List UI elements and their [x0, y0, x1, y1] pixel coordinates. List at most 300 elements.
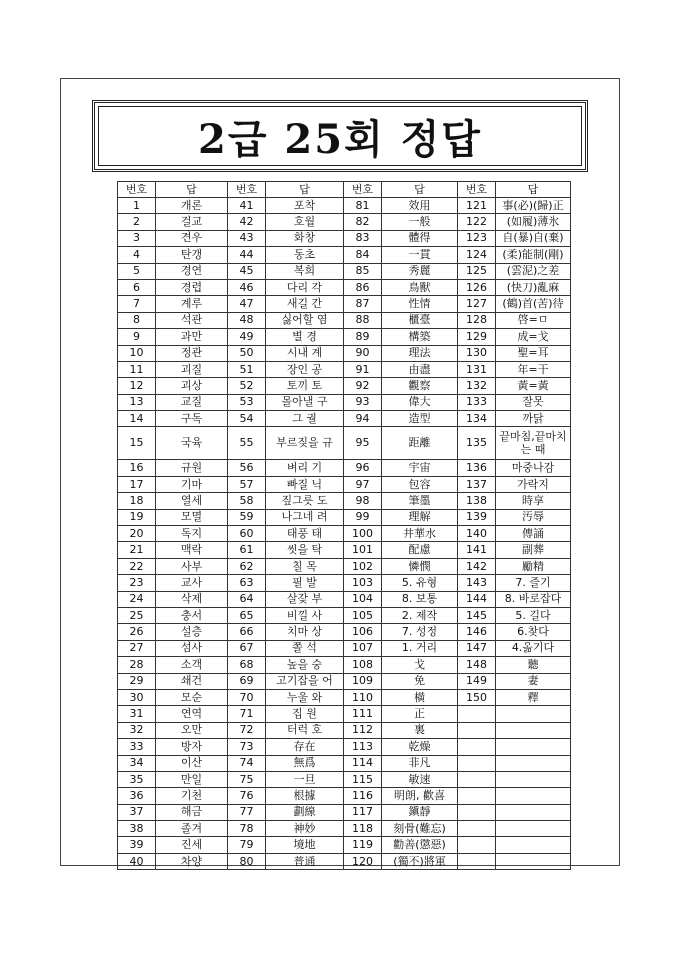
answer-cell: 그 궐 [266, 411, 344, 427]
answer-cell: 免 [382, 673, 458, 689]
question-number: 21 [118, 542, 156, 558]
answer-cell: 5. 길다 [496, 607, 571, 623]
answer-cell: 鳥獸 [382, 279, 458, 295]
table-row [118, 296, 571, 312]
question-number: 128 [458, 312, 496, 328]
question-number: 113 [344, 739, 382, 755]
answer-cell: 理法 [382, 345, 458, 361]
answer-cell: 까닭 [496, 411, 571, 427]
question-number: 139 [458, 509, 496, 525]
answer-cell: 호월 [266, 214, 344, 230]
question-number: 54 [228, 411, 266, 427]
question-number: 114 [344, 755, 382, 771]
question-number: 144 [458, 591, 496, 607]
answer-cell: 性情 [382, 296, 458, 312]
answer-cell [496, 722, 571, 738]
answer-cell: 방자 [156, 739, 228, 755]
question-number: 121 [458, 198, 496, 214]
question-number: 44 [228, 247, 266, 263]
table-row [118, 575, 571, 591]
table-row [118, 804, 571, 820]
answer-cell: 차양 [156, 853, 228, 869]
question-number: 49 [228, 329, 266, 345]
question-number: 77 [228, 804, 266, 820]
answer-cell: 根據 [266, 788, 344, 804]
question-number: 83 [344, 230, 382, 246]
question-number: 11 [118, 361, 156, 377]
table-row [118, 542, 571, 558]
answer-cell: 時享 [496, 493, 571, 509]
answer-cell: 體得 [382, 230, 458, 246]
question-number: 53 [228, 394, 266, 410]
page-title: 2급 25회 정답 [198, 115, 482, 163]
answer-cell: 秀麗 [382, 263, 458, 279]
question-number: 105 [344, 607, 382, 623]
answer-cell: 쫄 석 [266, 640, 344, 656]
question-number: 120 [344, 853, 382, 869]
table-row [118, 640, 571, 656]
table-row [118, 312, 571, 328]
header-number: 번호 [118, 182, 156, 198]
question-number: 36 [118, 788, 156, 804]
question-number: 57 [228, 476, 266, 492]
answer-cell: 1. 거리 [382, 640, 458, 656]
question-number: 51 [228, 361, 266, 377]
answer-cell: 오만 [156, 722, 228, 738]
question-number: 129 [458, 329, 496, 345]
question-number: 107 [344, 640, 382, 656]
answer-cell: 쇄건 [156, 673, 228, 689]
answer-cell: 5. 유형 [382, 575, 458, 591]
answer-cell: 화창 [266, 230, 344, 246]
question-number: 19 [118, 509, 156, 525]
answer-cell: 偉大 [382, 394, 458, 410]
question-number: 34 [118, 755, 156, 771]
answer-cell: 진세 [156, 837, 228, 853]
answer-cell: 별 경 [266, 329, 344, 345]
question-number: 48 [228, 312, 266, 328]
answer-cell: 副葬 [496, 542, 571, 558]
table-row [118, 657, 571, 673]
answer-cell: (如履)薄氷 [496, 214, 571, 230]
table-body [118, 198, 571, 870]
question-number: 62 [228, 558, 266, 574]
answer-cell: 모순 [156, 689, 228, 705]
answer-cell: (柔)能制(剛) [496, 247, 571, 263]
table-row [118, 378, 571, 394]
table-row [118, 345, 571, 361]
answer-cell: 勸善(懲惡) [382, 837, 458, 853]
question-number: 99 [344, 509, 382, 525]
answer-cell: 黃=黃 [496, 378, 571, 394]
question-number: 116 [344, 788, 382, 804]
answer-cell: 筆墨 [382, 493, 458, 509]
answer-cell: 기천 [156, 788, 228, 804]
question-number: 124 [458, 247, 496, 263]
question-number: 132 [458, 378, 496, 394]
answer-cell: 연역 [156, 706, 228, 722]
answer-cell: 계루 [156, 296, 228, 312]
answer-cell: 정관 [156, 345, 228, 361]
answer-cell: 橫 [382, 689, 458, 705]
answer-cell: 기마 [156, 476, 228, 492]
answer-cell: 짚그릇 도 [266, 493, 344, 509]
answer-cell: 장인 공 [266, 361, 344, 377]
table-row [118, 214, 571, 230]
question-number: 33 [118, 739, 156, 755]
question-number: 150 [458, 689, 496, 705]
question-number: 7 [118, 296, 156, 312]
answer-cell: 괴상 [156, 378, 228, 394]
question-number: 110 [344, 689, 382, 705]
answer-cell: 效用 [382, 198, 458, 214]
question-number: 86 [344, 279, 382, 295]
answer-cell: 고기잡을 어 [266, 673, 344, 689]
question-number: 95 [344, 427, 382, 460]
question-number: 109 [344, 673, 382, 689]
answer-cell: 견우 [156, 230, 228, 246]
answer-cell: (獨不)將軍 [382, 853, 458, 869]
question-number: 69 [228, 673, 266, 689]
answer-cell: 새길 간 [266, 296, 344, 312]
question-number: 26 [118, 624, 156, 640]
question-number [458, 788, 496, 804]
question-number: 60 [228, 526, 266, 542]
question-number: 141 [458, 542, 496, 558]
answer-cell: 개론 [156, 198, 228, 214]
table-row [118, 771, 571, 787]
answer-cell: 빠질 닉 [266, 476, 344, 492]
answer-cell: 裏 [382, 722, 458, 738]
table-row [118, 788, 571, 804]
header-answer: 답 [156, 182, 228, 198]
answer-cell: 규원 [156, 460, 228, 476]
question-number: 130 [458, 345, 496, 361]
answer-cell: 由盡 [382, 361, 458, 377]
question-number: 140 [458, 526, 496, 542]
question-number: 73 [228, 739, 266, 755]
question-number: 71 [228, 706, 266, 722]
question-number: 18 [118, 493, 156, 509]
answer-cell: 포착 [266, 198, 344, 214]
question-number: 126 [458, 279, 496, 295]
question-number: 94 [344, 411, 382, 427]
question-number: 67 [228, 640, 266, 656]
question-number: 119 [344, 837, 382, 853]
question-number: 24 [118, 591, 156, 607]
title-box [92, 100, 588, 172]
question-number: 115 [344, 771, 382, 787]
table-row [118, 706, 571, 722]
table-row [118, 329, 571, 345]
answer-cell: 劃線 [266, 804, 344, 820]
question-number: 70 [228, 689, 266, 705]
answer-cell: 境地 [266, 837, 344, 853]
answer-cell: 包容 [382, 476, 458, 492]
question-number: 22 [118, 558, 156, 574]
answer-cell: 잘못 [496, 394, 571, 410]
answer-cell [496, 837, 571, 853]
answer-cell: 걸교 [156, 214, 228, 230]
question-number [458, 771, 496, 787]
question-number: 23 [118, 575, 156, 591]
answer-cell: 成=戈 [496, 329, 571, 345]
header-number: 번호 [458, 182, 496, 198]
question-number: 16 [118, 460, 156, 476]
table-row [118, 739, 571, 755]
question-number: 75 [228, 771, 266, 787]
table-row [118, 279, 571, 295]
answer-cell: 井華水 [382, 526, 458, 542]
answer-cell: 섬사 [156, 640, 228, 656]
answer-cell [496, 821, 571, 837]
table-row [118, 427, 571, 460]
answer-cell: 과만 [156, 329, 228, 345]
answer-cell: 필 발 [266, 575, 344, 591]
table-row [118, 755, 571, 771]
table-row [118, 361, 571, 377]
answer-cell: 구독 [156, 411, 228, 427]
answer-cell: 탄갱 [156, 247, 228, 263]
question-number: 133 [458, 394, 496, 410]
question-number: 98 [344, 493, 382, 509]
question-number: 85 [344, 263, 382, 279]
answer-cell: 교사 [156, 575, 228, 591]
question-number: 2 [118, 214, 156, 230]
question-number: 79 [228, 837, 266, 853]
answer-cell: 독지 [156, 526, 228, 542]
question-number: 43 [228, 230, 266, 246]
question-number: 101 [344, 542, 382, 558]
answer-cell: 높을 숭 [266, 657, 344, 673]
answer-cell: 치마 상 [266, 624, 344, 640]
question-number [458, 739, 496, 755]
table-row [118, 411, 571, 427]
question-number: 147 [458, 640, 496, 656]
answer-cell: 칠 목 [266, 558, 344, 574]
answer-cell: 벼리 기 [266, 460, 344, 476]
question-number: 108 [344, 657, 382, 673]
question-number: 31 [118, 706, 156, 722]
question-number: 125 [458, 263, 496, 279]
question-number: 112 [344, 722, 382, 738]
answer-cell: 8. 바로잡다 [496, 591, 571, 607]
question-number: 20 [118, 526, 156, 542]
answer-cell: 刻骨(難忘) [382, 821, 458, 837]
answer-cell: 비낄 사 [266, 607, 344, 623]
table-row [118, 689, 571, 705]
answer-cell: 2. 제작 [382, 607, 458, 623]
question-number: 97 [344, 476, 382, 492]
table-row [118, 558, 571, 574]
answer-cell: 一貫 [382, 247, 458, 263]
question-number: 55 [228, 427, 266, 460]
question-number: 8 [118, 312, 156, 328]
answer-cell: 졸겨 [156, 821, 228, 837]
question-number: 58 [228, 493, 266, 509]
answer-cell: 一旦 [266, 771, 344, 787]
answer-cell: 年=干 [496, 361, 571, 377]
question-number: 80 [228, 853, 266, 869]
question-number [458, 804, 496, 820]
answer-cell: 끝마침,끝마치는 때 [496, 427, 571, 460]
table-row [118, 722, 571, 738]
question-number: 142 [458, 558, 496, 574]
answer-cell: 누울 와 [266, 689, 344, 705]
question-number: 76 [228, 788, 266, 804]
answer-cell: 汚辱 [496, 509, 571, 525]
question-number: 118 [344, 821, 382, 837]
table-header-row [118, 182, 571, 198]
answer-table [117, 181, 571, 870]
question-number: 56 [228, 460, 266, 476]
question-number: 131 [458, 361, 496, 377]
question-number: 138 [458, 493, 496, 509]
question-number: 40 [118, 853, 156, 869]
answer-cell: 事(必)(歸)正 [496, 198, 571, 214]
question-number: 88 [344, 312, 382, 328]
table-row [118, 198, 571, 214]
question-number: 81 [344, 198, 382, 214]
question-number: 122 [458, 214, 496, 230]
question-number [458, 853, 496, 869]
question-number: 64 [228, 591, 266, 607]
answer-cell: 明朗, 歡喜 [382, 788, 458, 804]
question-number: 103 [344, 575, 382, 591]
question-number: 63 [228, 575, 266, 591]
answer-cell [496, 804, 571, 820]
question-number: 45 [228, 263, 266, 279]
question-number: 10 [118, 345, 156, 361]
question-number: 111 [344, 706, 382, 722]
question-number: 123 [458, 230, 496, 246]
answer-cell: 啓=ㅁ [496, 312, 571, 328]
answer-cell: 神妙 [266, 821, 344, 837]
answer-cell: 해금 [156, 804, 228, 820]
question-number: 9 [118, 329, 156, 345]
table-row [118, 460, 571, 476]
question-number: 96 [344, 460, 382, 476]
answer-cell: 敏速 [382, 771, 458, 787]
question-number: 90 [344, 345, 382, 361]
answer-cell: 경연 [156, 263, 228, 279]
answer-cell [496, 706, 571, 722]
answer-cell: 4.옮기다 [496, 640, 571, 656]
answer-cell [496, 739, 571, 755]
question-number: 6 [118, 279, 156, 295]
answer-cell: 몰아낼 구 [266, 394, 344, 410]
question-number: 52 [228, 378, 266, 394]
header-answer: 답 [496, 182, 571, 198]
answer-cell: 憐憫 [382, 558, 458, 574]
question-number: 30 [118, 689, 156, 705]
answer-cell: 聖=耳 [496, 345, 571, 361]
answer-cell: 토끼 토 [266, 378, 344, 394]
answer-cell: 構築 [382, 329, 458, 345]
question-number: 29 [118, 673, 156, 689]
answer-cell: (雲泥)之差 [496, 263, 571, 279]
answer-cell: 이산 [156, 755, 228, 771]
table-row [118, 394, 571, 410]
question-number: 35 [118, 771, 156, 787]
answer-cell: 시내 계 [266, 345, 344, 361]
answer-cell: 妻 [496, 673, 571, 689]
answer-cell: 7. 성정 [382, 624, 458, 640]
header-answer: 답 [266, 182, 344, 198]
table-row [118, 263, 571, 279]
question-number: 91 [344, 361, 382, 377]
question-number: 15 [118, 427, 156, 460]
question-number: 89 [344, 329, 382, 345]
question-number [458, 755, 496, 771]
answer-cell: 宇宙 [382, 460, 458, 476]
question-number: 127 [458, 296, 496, 312]
question-number: 65 [228, 607, 266, 623]
table-row [118, 853, 571, 869]
question-number: 42 [228, 214, 266, 230]
question-number: 143 [458, 575, 496, 591]
answer-cell: 乾燥 [382, 739, 458, 755]
answer-cell: 가락지 [496, 476, 571, 492]
question-number: 27 [118, 640, 156, 656]
question-number: 74 [228, 755, 266, 771]
header-number: 번호 [228, 182, 266, 198]
answer-cell: 부르짖을 규 [266, 427, 344, 460]
answer-cell: 복희 [266, 263, 344, 279]
answer-cell: 距離 [382, 427, 458, 460]
question-number: 39 [118, 837, 156, 853]
answer-cell: 6.찾다 [496, 624, 571, 640]
table-row [118, 624, 571, 640]
answer-cell: 석관 [156, 312, 228, 328]
question-number: 66 [228, 624, 266, 640]
answer-cell: 聽 [496, 657, 571, 673]
answer-cell: 마중나감 [496, 460, 571, 476]
question-number: 92 [344, 378, 382, 394]
answer-cell: 7. 즐기 [496, 575, 571, 591]
answer-cell: 설층 [156, 624, 228, 640]
answer-cell: 사부 [156, 558, 228, 574]
answer-cell: 觀察 [382, 378, 458, 394]
question-number: 28 [118, 657, 156, 673]
question-number: 3 [118, 230, 156, 246]
question-number: 37 [118, 804, 156, 820]
answer-cell: 配慮 [382, 542, 458, 558]
question-number: 106 [344, 624, 382, 640]
answer-cell: 非凡 [382, 755, 458, 771]
answer-cell: 싫어할 염 [266, 312, 344, 328]
question-number: 13 [118, 394, 156, 410]
question-number: 46 [228, 279, 266, 295]
answer-cell: 괴질 [156, 361, 228, 377]
answer-cell: 맥락 [156, 542, 228, 558]
answer-cell: 傳誦 [496, 526, 571, 542]
question-number [458, 837, 496, 853]
answer-cell: 釋 [496, 689, 571, 705]
question-number: 4 [118, 247, 156, 263]
answer-cell [496, 755, 571, 771]
answer-cell: 나그네 려 [266, 509, 344, 525]
question-number: 17 [118, 476, 156, 492]
answer-cell: 국육 [156, 427, 228, 460]
answer-cell: 8. 보통 [382, 591, 458, 607]
answer-cell [496, 853, 571, 869]
answer-cell: 理解 [382, 509, 458, 525]
answer-cell: 모멸 [156, 509, 228, 525]
table-row [118, 476, 571, 492]
question-number: 14 [118, 411, 156, 427]
answer-cell: 경렵 [156, 279, 228, 295]
